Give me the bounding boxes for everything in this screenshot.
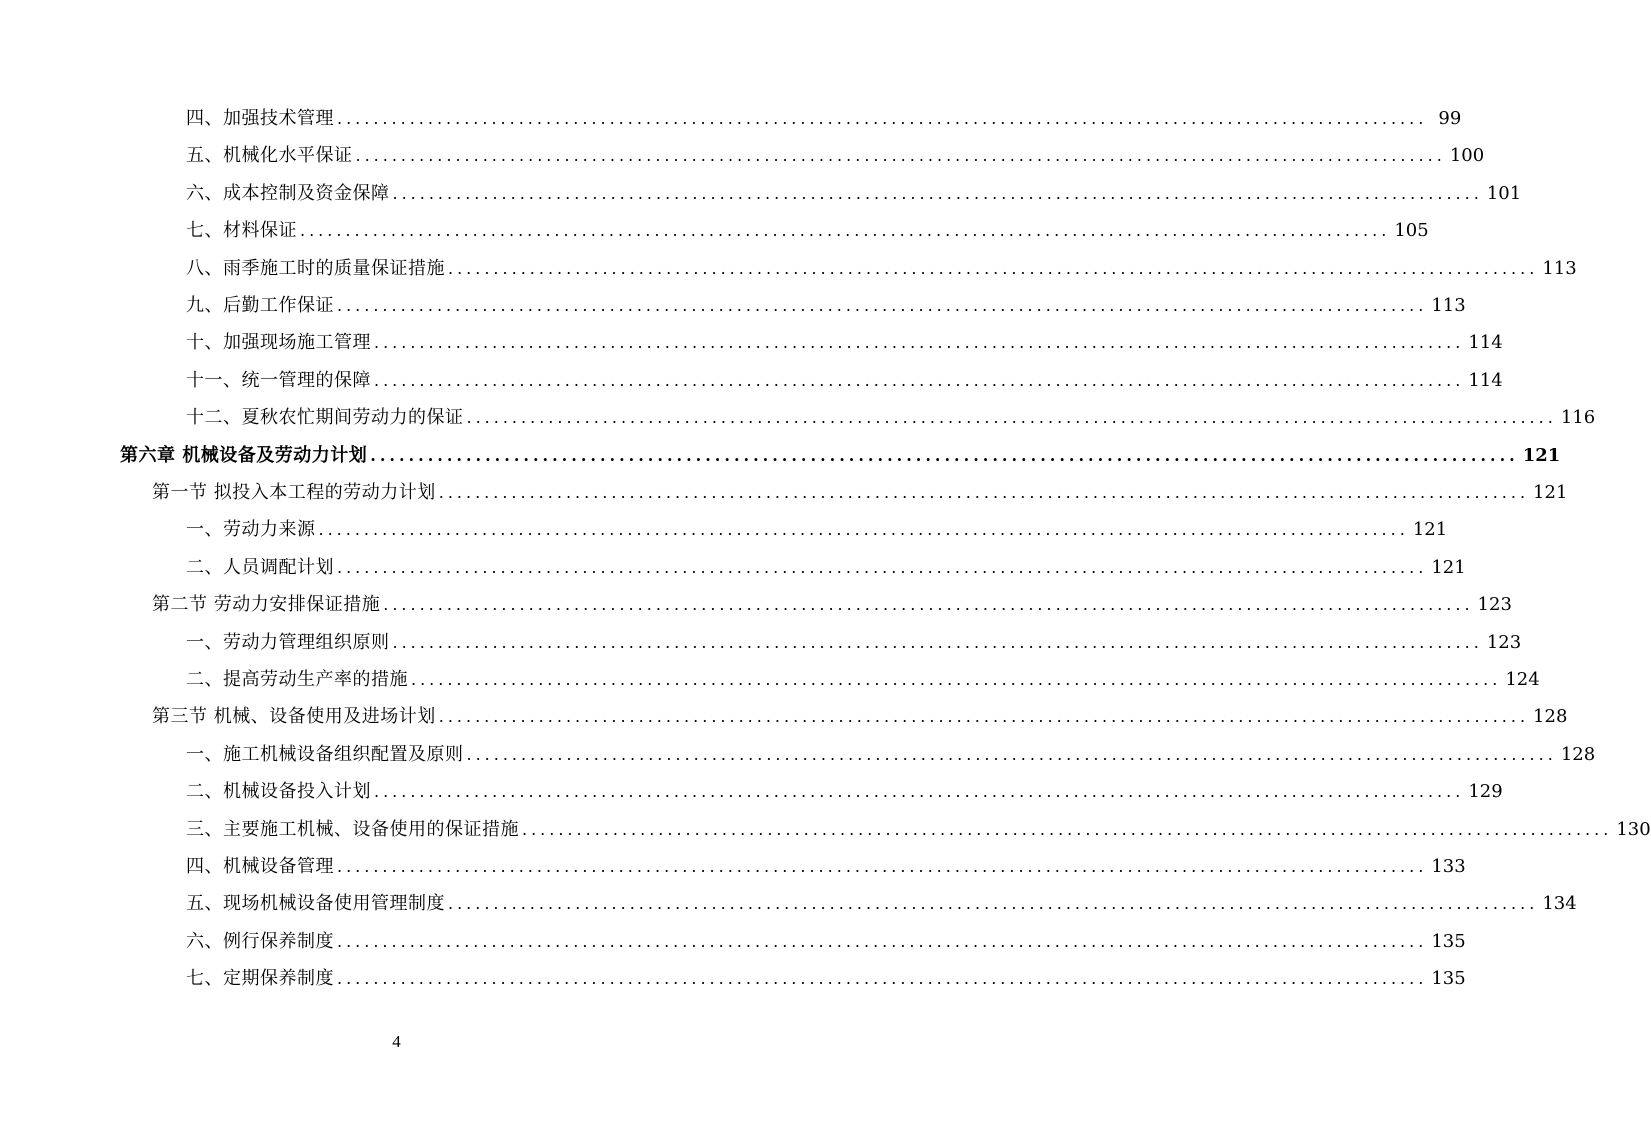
toc-entry-page: 121 — [1533, 482, 1568, 503]
toc-entry-title: 第六章 机械设备及劳动力计划 — [120, 444, 368, 466]
toc-entry[interactable] — [186, 137, 1485, 174]
toc-entry-page: 113 — [1542, 257, 1577, 279]
toc-entry[interactable] — [186, 100, 1462, 137]
toc-leader-dots: ........................................................................................................................ — [466, 408, 1557, 428]
toc-entry-title: 十一、统一管理的保障 — [186, 369, 371, 391]
toc-leader-dots: ........................................................................................................................ — [337, 857, 1428, 876]
toc-leader-dots: ........................................................................................................................ — [392, 632, 1483, 652]
toc-entry-title: 四、加强技术管理 — [186, 108, 334, 129]
toc-leader-dots: ........................................................................................................................ — [522, 819, 1613, 839]
toc-entry-title: 十二、夏秋农忙期间劳动力的保证 — [186, 407, 464, 429]
toc-entry[interactable] — [186, 923, 1466, 960]
toc-entry[interactable] — [186, 960, 1466, 997]
toc-entry[interactable] — [120, 437, 1561, 474]
toc-entry[interactable] — [186, 287, 1466, 324]
toc-entry[interactable] — [186, 885, 1577, 922]
toc-entry[interactable] — [186, 212, 1429, 249]
toc-entry-page: 99 — [1438, 108, 1462, 129]
toc-leader-dots: ........................................................................................................................ — [466, 744, 1557, 764]
toc-entry[interactable] — [186, 848, 1466, 885]
toc-entry[interactable] — [186, 399, 1596, 436]
toc-leader-dots: ........................................................................................................................ — [438, 483, 1530, 502]
toc-leader-dots: ........................................................................................................................ — [337, 109, 1428, 128]
toc-leader-dots: ........................................................................................................................ — [337, 296, 1428, 315]
toc-leader-dots: ........................................................................................................................ — [383, 595, 1474, 615]
toc-entry[interactable] — [186, 324, 1503, 361]
toc-entry[interactable] — [186, 624, 1522, 661]
toc-entry-title: 一、劳动力管理组织原则 — [186, 631, 390, 653]
toc-leader-dots: ........................................................................................................................ — [374, 782, 1465, 802]
toc-entry-page: 128 — [1560, 743, 1596, 765]
toc-entry[interactable] — [186, 773, 1503, 810]
toc-entry-page: 100 — [1449, 145, 1485, 167]
toc-entry-page: 135 — [1431, 930, 1466, 952]
toc-leader-dots: ........................................................................................................................ — [374, 333, 1465, 353]
toc-entry-title: 五、现场机械设备使用管理制度 — [186, 893, 445, 915]
toc-entry[interactable] — [186, 661, 1540, 698]
toc-entry-title: 六、成本控制及资金保障 — [186, 182, 390, 204]
toc-entry-title: 四、机械设备管理 — [186, 856, 334, 877]
toc-entry-page: 113 — [1431, 295, 1466, 316]
toc-entry[interactable] — [186, 736, 1596, 773]
toc-leader-dots: ........................................................................................................................ — [374, 370, 1465, 390]
toc-entry[interactable] — [186, 549, 1466, 586]
toc-entry-title: 七、定期保养制度 — [186, 968, 334, 990]
toc-entry-page: 135 — [1431, 968, 1466, 990]
toc-entry[interactable] — [186, 811, 1651, 848]
toc-entry-title: 第三节 机械、设备使用及进场计划 — [152, 706, 436, 728]
toc-leader-dots: ........................................................................................................................ — [411, 670, 1502, 689]
toc-entry-page: 121 — [1431, 556, 1466, 578]
toc-entry-title: 一、劳动力来源 — [186, 519, 316, 541]
toc-entry-title: 第一节 拟投入本工程的劳动力计划 — [152, 482, 436, 503]
toc-entry-page: 121 — [1522, 444, 1561, 466]
toc-entry-title: 一、施工机械设备组织配置及原则 — [186, 743, 464, 765]
toc-leader-dots: ........................................................................................................................ — [370, 445, 1519, 465]
toc-entry-page: 105 — [1394, 220, 1429, 242]
toc-entry-title: 八、雨季施工时的质量保证措施 — [186, 257, 445, 279]
toc-entry-page: 116 — [1560, 407, 1596, 429]
toc-leader-dots: ........................................................................................................................ — [438, 707, 1530, 727]
toc-entry[interactable] — [152, 474, 1568, 511]
toc-entry-page: 121 — [1412, 519, 1448, 541]
toc-entry-page: 130 — [1616, 818, 1651, 840]
toc-entry-title: 五、机械化水平保证 — [186, 145, 353, 167]
toc-entry-title: 九、后勤工作保证 — [186, 295, 334, 316]
toc-leader-dots: ........................................................................................................................ — [355, 146, 1446, 166]
toc-leader-dots: ........................................................................................................................ — [337, 931, 1428, 951]
toc-entry[interactable] — [186, 175, 1522, 212]
toc-leader-dots: ........................................................................................................................ — [392, 183, 1483, 203]
toc-leader-dots: ........................................................................................................................ — [337, 557, 1428, 577]
toc-entry-title: 六、例行保养制度 — [186, 930, 334, 952]
toc-leader-dots: ........................................................................................................................ — [448, 894, 1539, 914]
toc-entry-title: 二、人员调配计划 — [186, 556, 334, 578]
toc-entry-page: 134 — [1542, 893, 1577, 915]
toc-entry-page: 123 — [1477, 594, 1512, 616]
toc-leader-dots: ........................................................................................................................ — [337, 969, 1428, 989]
toc-entry-page: 114 — [1468, 369, 1503, 391]
toc-leader-dots: ........................................................................................................................ — [300, 221, 1391, 241]
toc-entry-page: 124 — [1505, 669, 1540, 690]
toc-entry-title: 十、加强现场施工管理 — [186, 332, 371, 354]
toc-entry-page: 129 — [1468, 781, 1503, 803]
toc-entry-page: 114 — [1468, 332, 1503, 354]
toc-entry[interactable] — [186, 362, 1503, 399]
toc-entry-page: 133 — [1431, 856, 1466, 877]
toc-entry-title: 二、机械设备投入计划 — [186, 781, 371, 803]
toc-entry-title: 七、材料保证 — [186, 220, 297, 242]
toc-entry-title: 二、提高劳动生产率的措施 — [186, 669, 408, 690]
toc-entry-title: 第二节 劳动力安排保证措施 — [152, 594, 381, 616]
toc-entry-page: 123 — [1486, 631, 1522, 653]
toc-entry[interactable] — [152, 586, 1512, 623]
toc-entry[interactable] — [152, 698, 1568, 735]
page-number: 4 — [392, 1032, 401, 1051]
toc-entry[interactable] — [186, 511, 1448, 548]
toc-entry-page: 101 — [1486, 182, 1522, 204]
toc-entry-title: 三、主要施工机械、设备使用的保证措施 — [186, 818, 519, 840]
toc-leader-dots: ........................................................................................................................ — [448, 258, 1539, 278]
toc-leader-dots: ........................................................................................................................ — [318, 520, 1409, 540]
toc-entry-page: 128 — [1533, 706, 1568, 728]
toc-entry[interactable] — [186, 250, 1577, 287]
